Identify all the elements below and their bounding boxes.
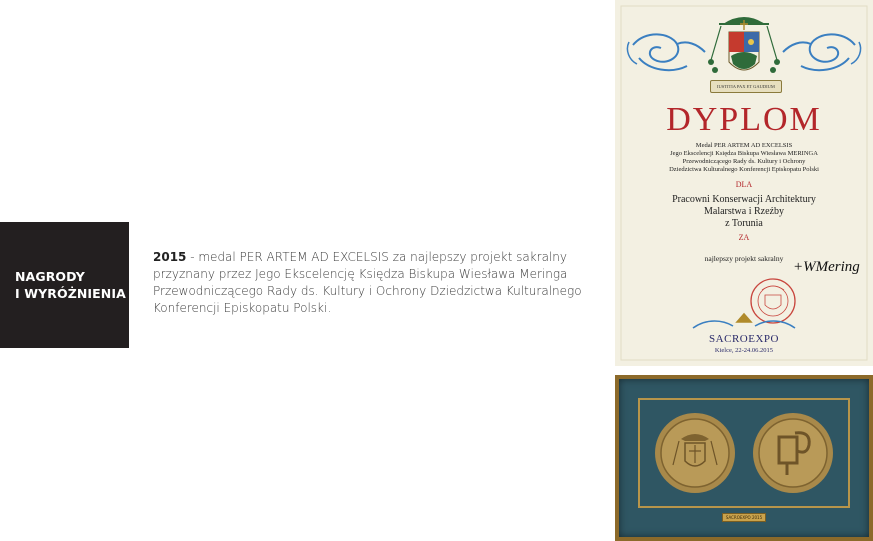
diploma-title: DYPLOM [666, 101, 822, 138]
section-title-line2: I WYRÓŻNIENIA [15, 286, 126, 301]
left-ornament-icon [627, 34, 705, 70]
signature: +WMering [793, 259, 860, 275]
diploma-line1: Medal PER ARTEM AD EXCELSIS [695, 142, 793, 149]
diploma-image [615, 0, 873, 366]
recipient-line3: z Torunia [725, 218, 763, 229]
diploma-line3: Przewodniczącego Rady ds. Kultury i Ochrony [682, 158, 806, 165]
right-ornament-icon [783, 34, 861, 70]
plaque: SACROEXPO 2015 [722, 513, 766, 522]
medal-obverse-icon [655, 413, 735, 493]
section-title-line1: NAGRODY [15, 269, 85, 284]
event-name: SACROEXPO [709, 333, 779, 345]
diploma-line2: Jego Ekscelencji Księdza Biskupa Wiesława MERINGA [670, 150, 818, 157]
motto-ribbon: IUSTITIA PAX ET GAUDIUM [710, 80, 782, 93]
medal-reverse-icon [753, 413, 833, 493]
medals-image [615, 375, 873, 541]
diploma-reason: najlepszy projekt sakralny [704, 254, 784, 263]
event-date: Kielce, 22-24.06.2015 [714, 347, 774, 354]
recipient-line1: Pracowni Konserwacji Architektury [672, 194, 816, 205]
diploma-dla: DLA [735, 180, 753, 189]
award-year: 2015 [153, 250, 187, 264]
coat-of-arms-icon [729, 20, 759, 70]
recipient-line2: Malarstwa i Rzeźby [704, 206, 784, 217]
award-description [153, 249, 583, 317]
section-title-box [0, 222, 129, 348]
official-seal-icon [751, 279, 795, 323]
diploma-za: ZA [738, 233, 750, 242]
award-text: - medal PER ARTEM AD EXCELSIS za najlepszy projekt sakralny przyznany przez Jego Ekscelencję Księdza Biskupa Wiesława Meringa Przewodniczącego Rady ds. Kultury i Ochrony Dziedzictwa Kulturalnego Konferencji Episkopatu Polski. [153, 250, 582, 315]
bottom-ornament-icon [693, 314, 795, 328]
diploma-line4: Dziedzictwa Kulturalnego Konferencji Episkopatu Polski [669, 166, 819, 173]
medals-display [619, 379, 869, 537]
